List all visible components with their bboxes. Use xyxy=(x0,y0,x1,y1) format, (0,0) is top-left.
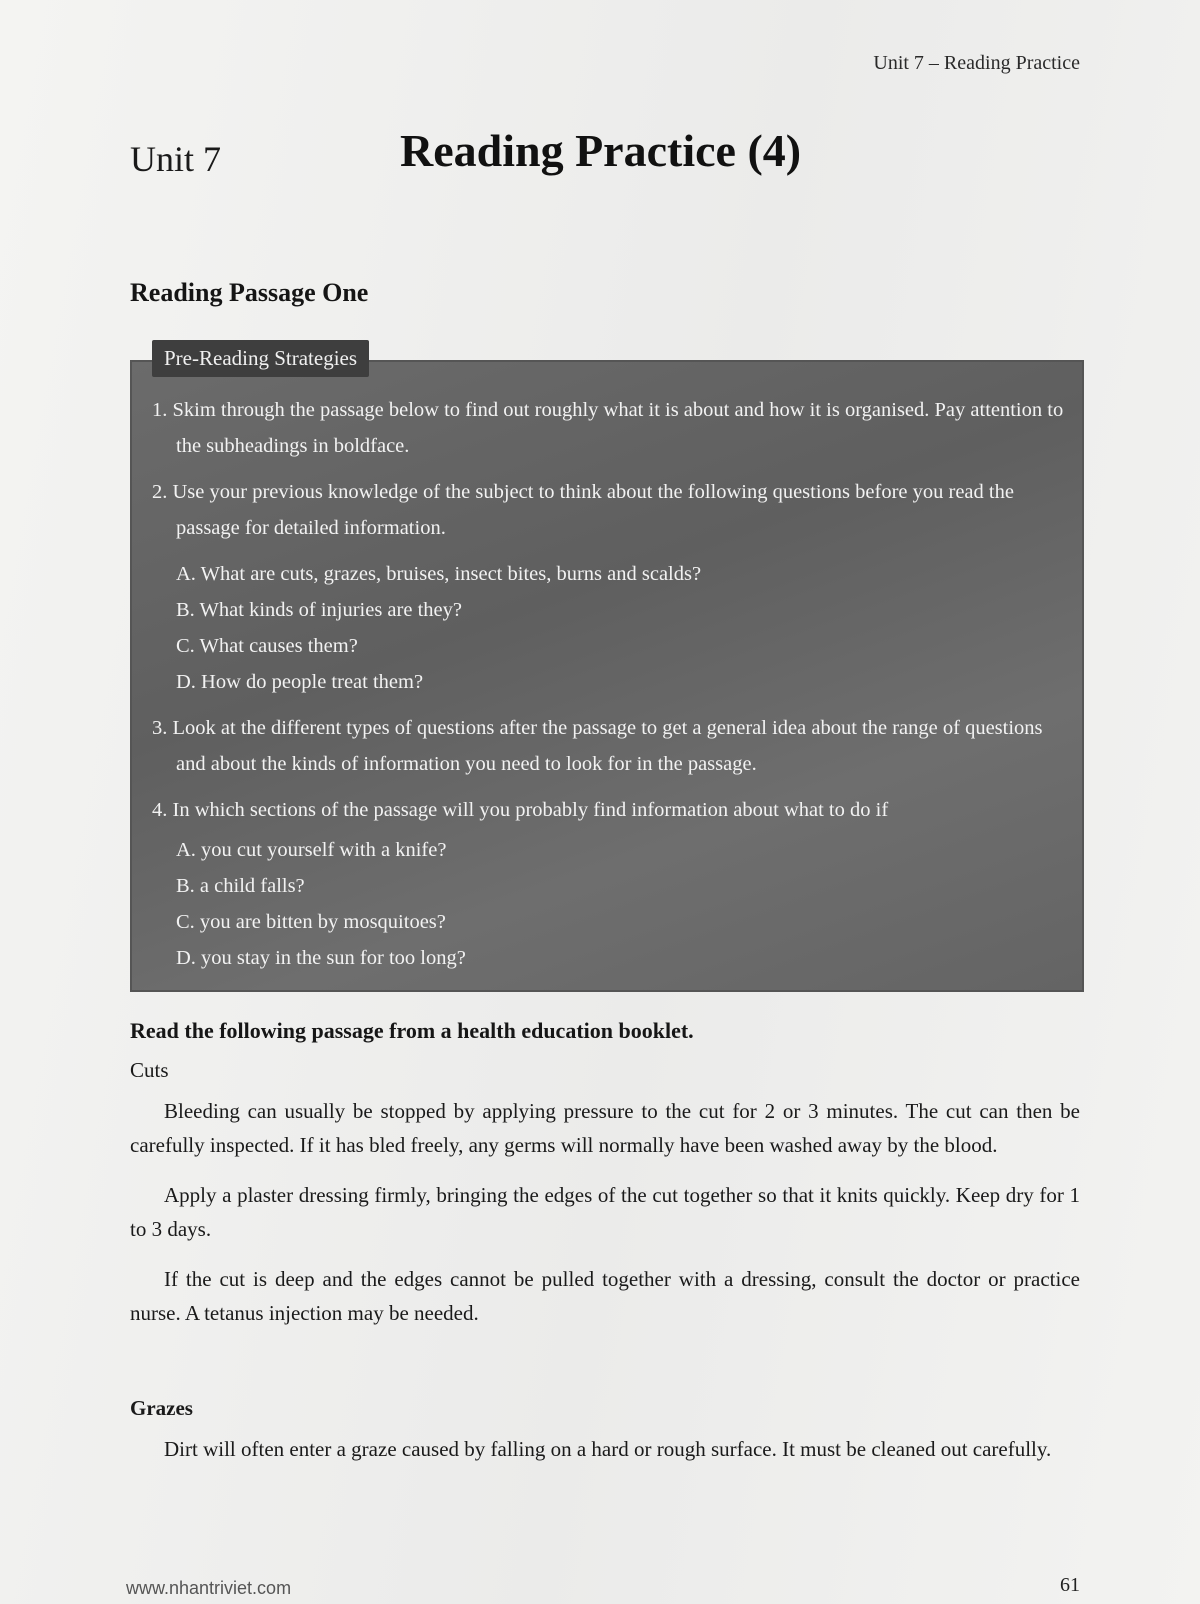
cuts-paragraph-1: Bleeding can usually be stopped by applying pressure to the cut for 2 or 3 minutes. The cut can then be carefully inspected. If it has bled freely, any germs will normally have been washed away by the blood. xyxy=(130,1099,1080,1157)
sub-question-a: A. What are cuts, grazes, bruises, insect bites, burns and scalds? xyxy=(176,563,702,585)
sub-question-a: A. you cut yourself with a knife? xyxy=(176,839,447,861)
sub-question-d: D. How do people treat them? xyxy=(176,671,424,693)
cuts-paragraph-2: Apply a plaster dressing firmly, bringing the edges of the cut together so that it knits quickly. Keep dry for 1 to 3 days. xyxy=(130,1183,1080,1241)
unit-label: Unit 7 xyxy=(130,139,222,179)
sub-question-b: B. What kinds of injuries are they? xyxy=(176,599,462,621)
strategy-item-4-sublist xyxy=(176,832,1072,976)
cuts-paragraph-3: If the cut is deep and the edges cannot be pulled together with a dressing, consult the doctor or practice nurse. A tetanus injection may be needed. xyxy=(130,1267,1080,1325)
sub-question-b: B. a child falls? xyxy=(176,875,305,897)
running-head: Unit 7 – Reading Practice xyxy=(873,52,1080,74)
sub-question-d: D. you stay in the sun for too long? xyxy=(176,947,466,969)
page-title: Reading Practice (4) xyxy=(400,125,802,176)
strategy-item-2-sublist xyxy=(176,556,1072,700)
strategy-list xyxy=(152,392,1072,986)
sub-question-c: C. What causes them? xyxy=(176,635,358,657)
subheading-grazes: Grazes xyxy=(130,1396,193,1420)
strategy-item-4: 4. In which sections of the passage will you probably find information about what to do if xyxy=(152,799,889,821)
page-number: 61 xyxy=(1060,1574,1080,1596)
footer-url: www.nhantriviet.com xyxy=(126,1578,292,1598)
passage-intro: Read the following passage from a health education booklet. xyxy=(130,1018,694,1043)
strategy-item-1: 1. Skim through the passage below to find out roughly what it is about and how it is organised. Pay attention to the subheadings in boldface. xyxy=(152,399,1064,457)
grazes-section xyxy=(130,1432,1080,1466)
strategy-item-3: 3. Look at the different types of questions after the passage to get a general idea about the range of questions and about the kinds of information you need to look for in the passage. xyxy=(152,717,1043,775)
cuts-section xyxy=(130,1094,1080,1330)
section-heading: Reading Passage One xyxy=(130,278,369,307)
grazes-paragraph-1: Dirt will often enter a graze caused by falling on a hard or rough surface. It must be cleaned out carefully. xyxy=(164,1437,1052,1461)
sub-question-c: C. you are bitten by mosquitoes? xyxy=(176,911,446,933)
strategy-item-2: 2. Use your previous knowledge of the subject to think about the following questions before you read the passage for detailed information. xyxy=(152,481,1014,539)
subheading-cuts: Cuts xyxy=(130,1058,169,1082)
strategy-tab: Pre-Reading Strategies xyxy=(152,340,369,377)
